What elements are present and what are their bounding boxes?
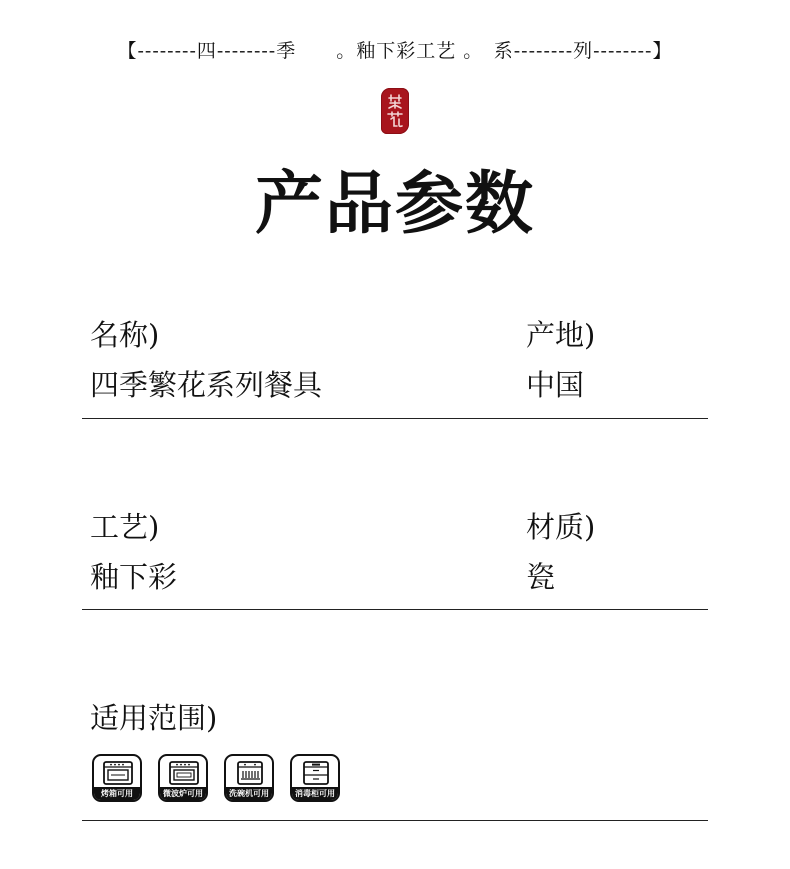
sterilizer-cabinet-icon — [301, 761, 331, 785]
spec-label-name: 名称) — [90, 318, 160, 352]
spec-label-material: 材质) — [526, 510, 596, 544]
usage-badges — [92, 754, 340, 802]
dishwasher-badge — [224, 754, 274, 802]
spec-value-name: 四季繁花系列餐具 — [90, 368, 323, 402]
page-title: 产品参数 — [254, 164, 535, 244]
series-header-line: 【--------四--------季 。釉下彩工艺 。 系--------列--------】 — [117, 40, 673, 62]
microwave-icon — [169, 761, 199, 785]
oven-icon — [103, 761, 133, 785]
spec-label-origin: 产地) — [526, 318, 596, 352]
spec-value-material: 瓷 — [526, 560, 556, 594]
microwave-badge — [158, 754, 208, 802]
badge-label: 洗碗机可用 — [226, 787, 272, 800]
badge-label: 微波炉可用 — [160, 787, 206, 800]
red-seal-stamp-icon — [381, 88, 409, 134]
row-divider — [82, 609, 708, 610]
sterilizer-badge — [290, 754, 340, 802]
row-divider — [82, 418, 708, 419]
spec-value-origin: 中国 — [526, 368, 585, 402]
usage-label: 适用范围) — [90, 701, 218, 735]
badge-label: 消毒柜可用 — [292, 787, 338, 800]
oven-badge — [92, 754, 142, 802]
spec-value-craft: 釉下彩 — [90, 560, 178, 594]
row-divider — [82, 820, 708, 821]
spec-label-craft: 工艺) — [90, 510, 160, 544]
badge-label: 烤箱可用 — [94, 787, 140, 800]
dishwasher-icon — [235, 761, 265, 785]
